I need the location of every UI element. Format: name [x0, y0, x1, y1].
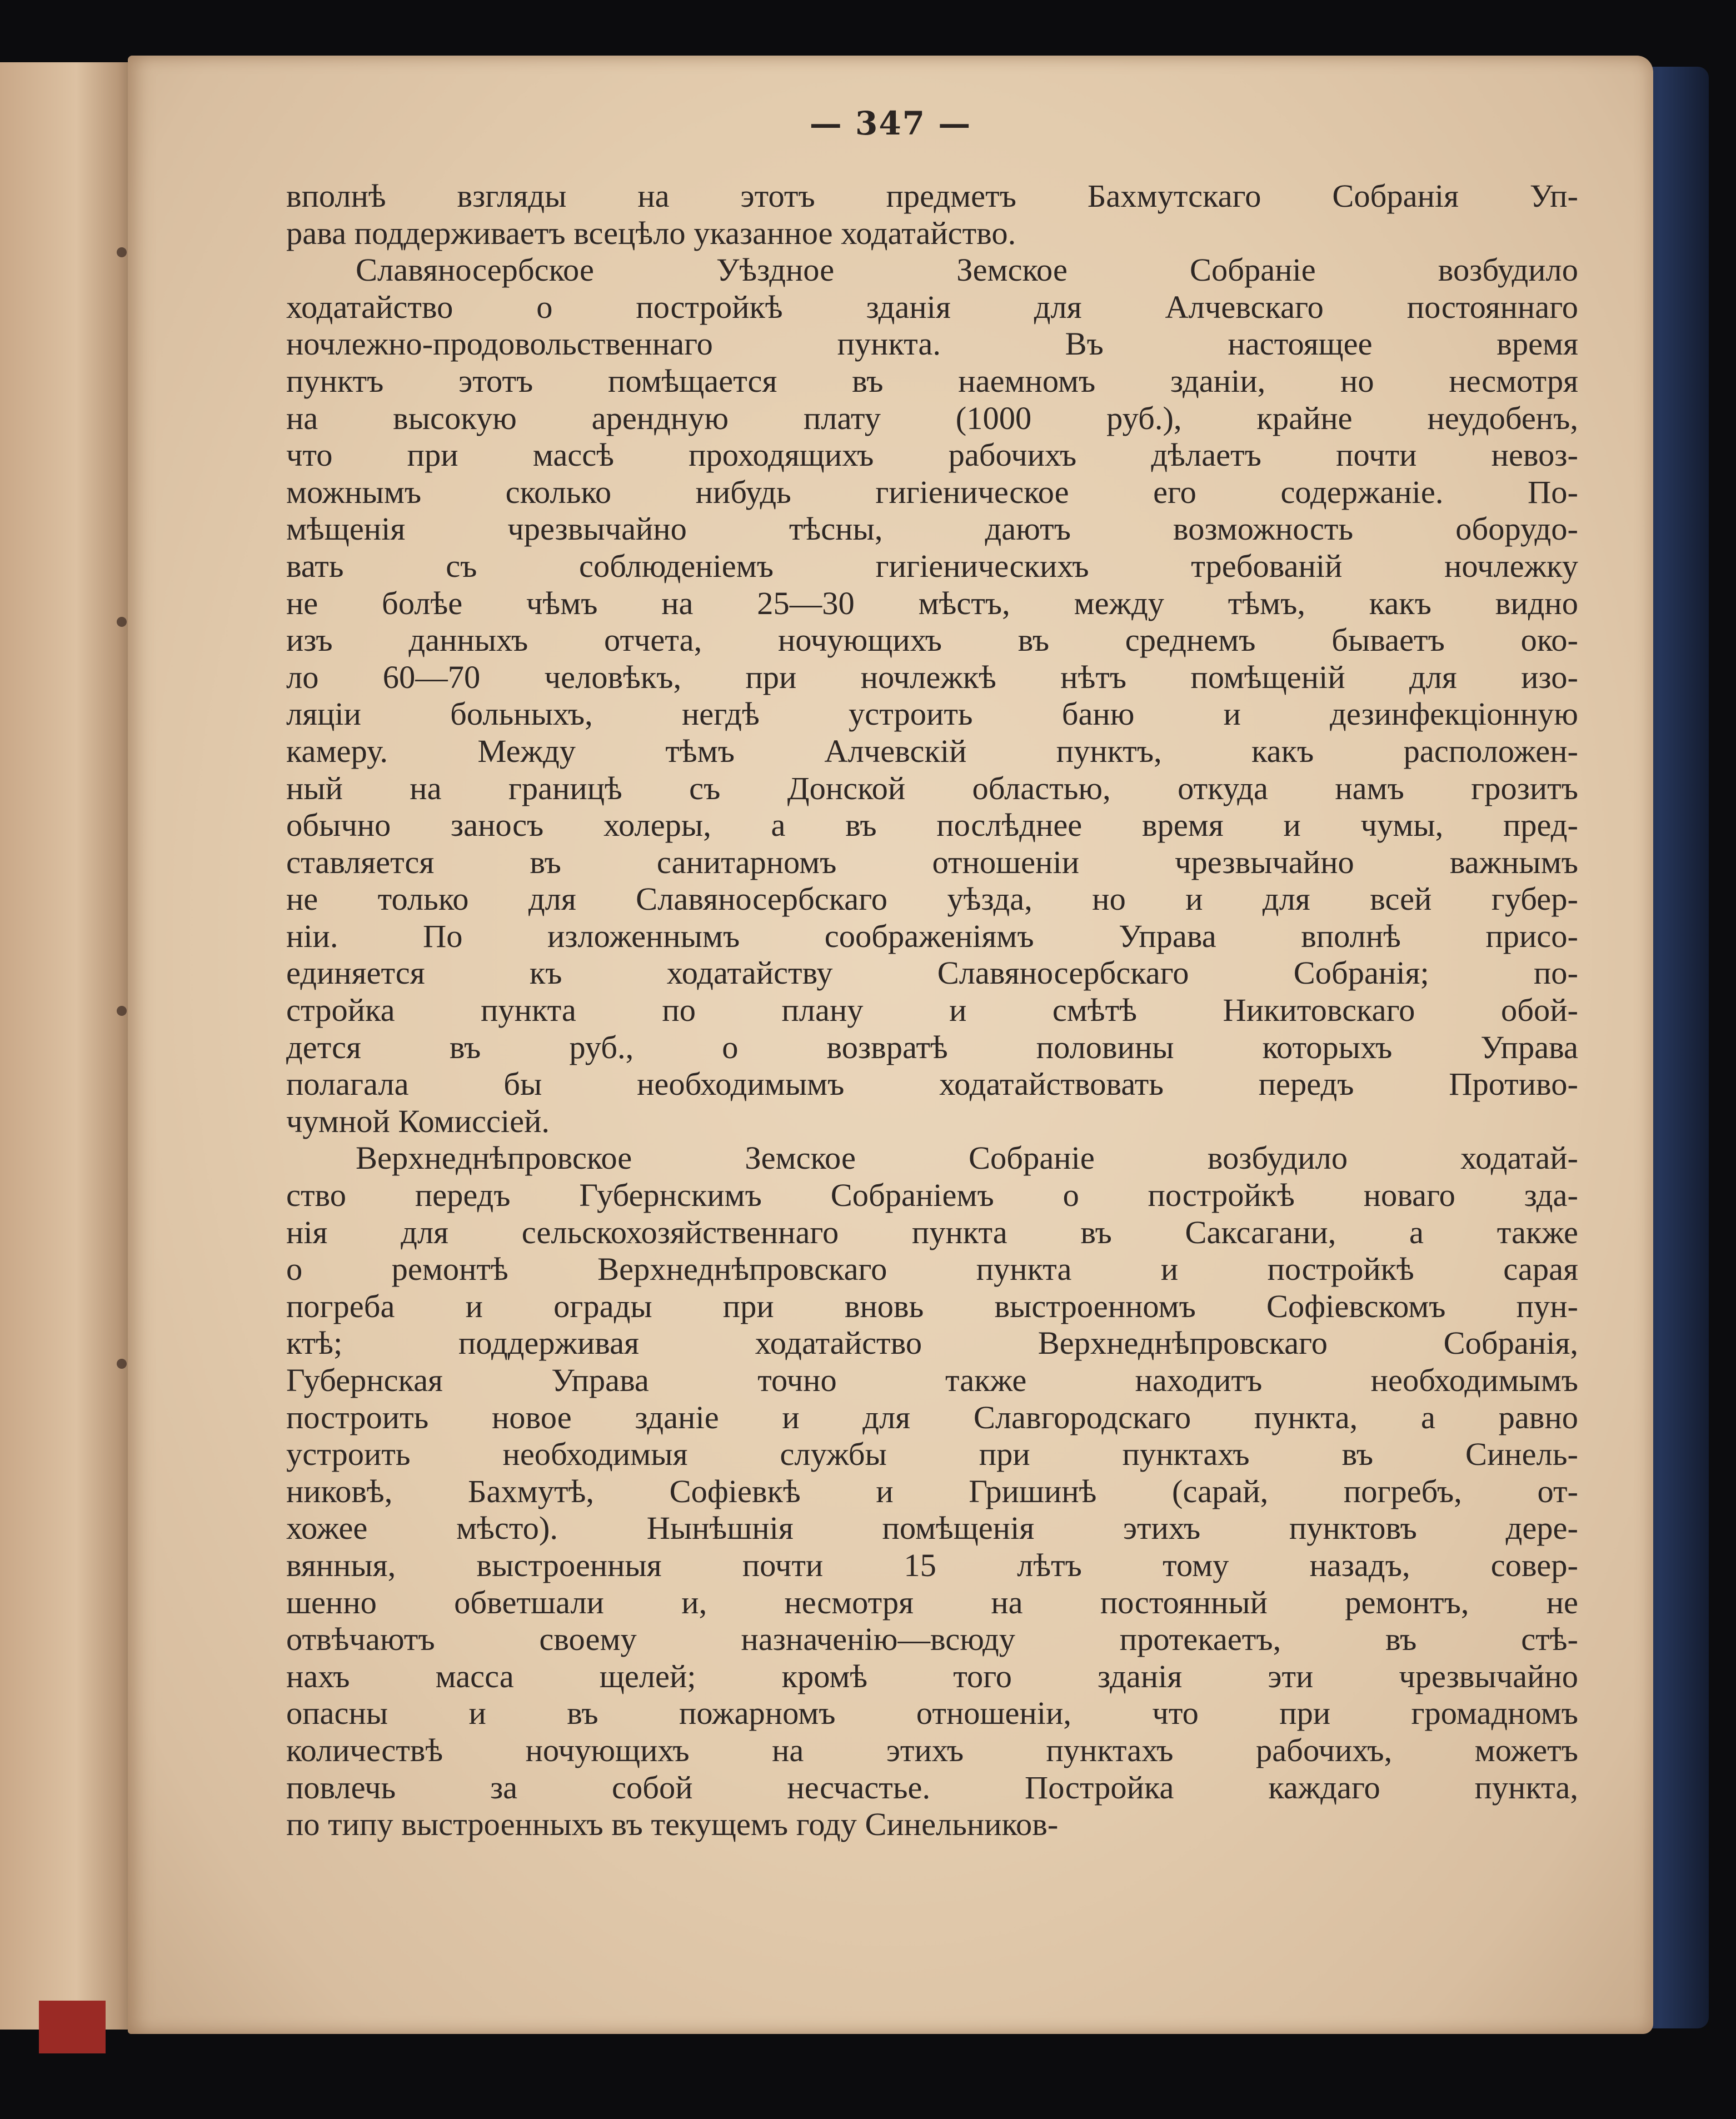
text-line: повлечь за собой несчастье. Постройка каждаго пункта, — [286, 1769, 1578, 1806]
text-line: о ремонтѣ Верхнеднѣпровскаго пункта и постройкѣ сарая — [286, 1251, 1578, 1288]
text-line: камеру. Между тѣмъ Алчевскій пунктъ, какъ расположен- — [286, 732, 1578, 769]
text-line: вянныя, выстроенныя почти 15 лѣтъ тому назадъ, совер- — [286, 1547, 1578, 1583]
text-line: ляціи больныхъ, негдѣ устроить баню и дезинфекціонную — [286, 696, 1578, 732]
text-line: ство передъ Губернскимъ Собраніемъ о постройкѣ новаго зда- — [286, 1177, 1578, 1214]
page-number: — 347 — — [809, 104, 972, 142]
previous-page-edge — [0, 62, 139, 2030]
text-line: не болѣе чѣмъ на 25—30 мѣстъ, между тѣмъ, какъ видно — [286, 585, 1578, 621]
text-line: ночлежно-продовольственнаго пункта. Въ настоящее время — [286, 326, 1578, 362]
text-line: стройка пункта по плану и смѣтѣ Никитовскаго обой- — [286, 992, 1578, 1029]
text-line: можнымъ сколько нибудь гигіеническое его содержаніе. По- — [286, 473, 1578, 510]
text-line: на высокую арендную плату (1000 руб.), крайне неудобенъ, — [286, 400, 1578, 436]
text-line: изъ данныхъ отчета, ночующихъ въ среднемъ бываетъ око- — [286, 622, 1578, 659]
text-line: никовѣ, Бахмутѣ, Софіевкѣ и Гришинѣ (сарай, погребъ, от- — [286, 1473, 1578, 1509]
text-line: ктѣ; поддерживая ходатайство Верхнеднѣпровскаго Собранія, — [286, 1325, 1578, 1362]
text-line: обычно заносъ холеры, а въ послѣднее время и чумы, пред- — [286, 807, 1578, 844]
text-line: ный на границѣ съ Донской областью, откуда намъ грозитъ — [286, 770, 1578, 806]
book-page — [128, 56, 1653, 2034]
text-line: ходатайство о постройкѣ зданія для Алчевскаго постояннаго — [286, 288, 1578, 325]
text-line: дется въ руб., о возвратѣ половины которыхъ Управа — [286, 1029, 1578, 1065]
margin-mark — [117, 617, 127, 627]
text-line: вполнѣ взгляды на этотъ предметъ Бахмутскаго Собранія Уп- — [286, 178, 1578, 214]
margin-mark — [117, 1359, 127, 1369]
text-line: полагала бы необходимымъ ходатайствовать передъ Противо- — [286, 1066, 1578, 1103]
text-line: отвѣчаютъ своему назначенію—всюду протекаетъ, въ стѣ- — [286, 1621, 1578, 1658]
text-line: погреба и ограды при вновь выстроенномъ Софіевскомъ пун- — [286, 1288, 1578, 1324]
text-line: ніи. По изложеннымъ соображеніямъ Управа вполнѣ присо- — [286, 918, 1578, 954]
text-line: нія для сельскохозяйственнаго пункта въ Саксагани, а также — [286, 1214, 1578, 1250]
text-line: ставляется въ санитарномъ отношеніи чрезвычайно важнымъ — [286, 844, 1578, 880]
text-line: устроить необходимыя службы при пунктахъ въ Синель- — [286, 1436, 1578, 1473]
text-line: шенно обветшали и, несмотря на постоянный ремонтъ, не — [286, 1584, 1578, 1621]
margin-mark — [117, 247, 127, 257]
text-line: ло 60—70 человѣкъ, при ночлежкѣ нѣтъ помѣщеній для изо- — [286, 659, 1578, 695]
text-line: Верхнеднѣпровское Земское Собраніе возбудило ходатай- — [356, 1140, 1578, 1176]
text-line: хожее мѣсто). Нынѣшнія помѣщенія этихъ пунктовъ дере- — [286, 1510, 1578, 1547]
text-line: вать съ соблюденіемъ гигіеническихъ требованій ночлежку — [286, 547, 1578, 584]
text-line: построить новое зданіе и для Славгородскаго пункта, а равно — [286, 1399, 1578, 1435]
text-line: нахъ масса щелей; кромѣ того зданія эти чрезвычайно — [286, 1658, 1578, 1694]
text-line: Губернская Управа точно также находитъ необходимымъ — [286, 1362, 1578, 1398]
text-line: не только для Славяносербскаго уѣзда, но и для всей губер- — [286, 881, 1578, 918]
text-line: количествѣ ночующихъ на этихъ пунктахъ рабочихъ, можетъ — [286, 1732, 1578, 1768]
margin-mark — [117, 1006, 127, 1016]
text-line: что при массѣ проходящихъ рабочихъ дѣлаетъ почти невоз- — [286, 437, 1578, 473]
text-line: по типу выстроенныхъ въ текущемъ году Синельников- — [286, 1806, 1059, 1843]
page-body-text — [286, 178, 1578, 1843]
text-line: Славяносербское Уѣздное Земское Собраніе возбудило — [356, 252, 1578, 288]
text-line: пунктъ этотъ помѣщается въ наемномъ зданіи, но несмотря — [286, 362, 1578, 399]
text-line: опасны и въ пожарномъ отношеніи, что при громадномъ — [286, 1695, 1578, 1732]
bookmark-ribbon — [39, 2001, 106, 2053]
text-line: мѣщенія чрезвычайно тѣсны, даютъ возможность оборудо- — [286, 511, 1578, 547]
text-line: чумной Комиссіей. — [286, 1103, 550, 1139]
text-line: рава поддерживаетъ всецѣло указанное ходатайство. — [286, 215, 1016, 251]
text-line: единяется къ ходатайству Славяносербскаго Собранія; по- — [286, 955, 1578, 991]
